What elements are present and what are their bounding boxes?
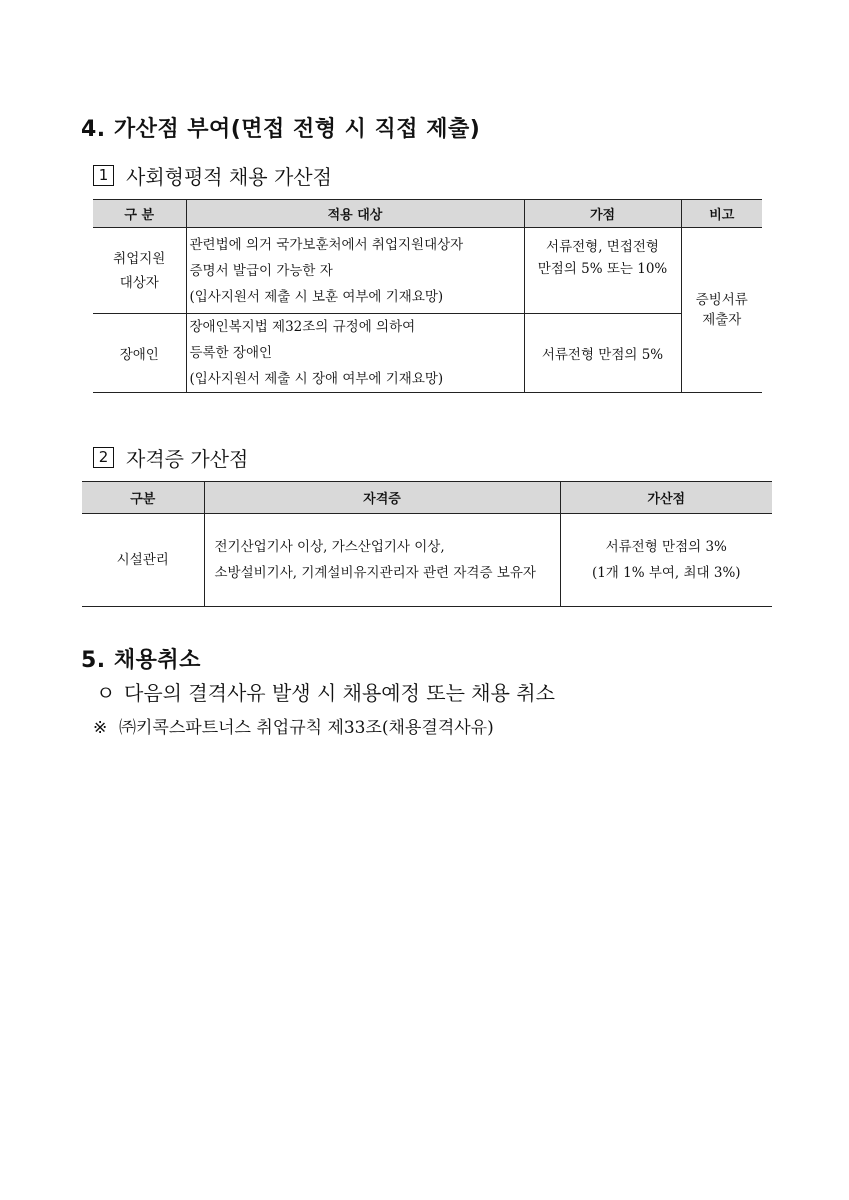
row-target-line: 증명서 발급이 가능한 자 xyxy=(189,262,333,279)
subsection-1-number-box: 1 xyxy=(93,165,114,186)
row-points-cell xyxy=(524,314,681,393)
row-certificate-cell xyxy=(204,514,560,607)
section-5-title: 5. 채용취소 xyxy=(81,648,201,673)
row-category-cell xyxy=(93,228,186,314)
row-target-line: (입사지원서 제출 시 장애 여부에 기재요망) xyxy=(189,371,444,387)
column-header-category: 구 분 xyxy=(93,200,186,228)
social-equity-bonus-table xyxy=(93,199,762,393)
section-4-title: 4. 가산점 부여(면접 전형 시 직접 제출) xyxy=(81,117,481,142)
row-points-line: 서류전형 만점의 5% xyxy=(541,347,664,363)
row-points-line: 만점의 5% 또는 10% xyxy=(537,261,668,277)
column-header-category: 구분 xyxy=(82,482,204,514)
row-category-text: 시설관리 xyxy=(116,552,169,568)
table-row xyxy=(82,514,772,607)
row-target-cell xyxy=(186,314,524,393)
subsection-1-title xyxy=(93,161,332,190)
note-text: ㈜키콕스파트너스 취업규칙 제33조(채용결격사유) xyxy=(119,718,494,738)
row-category-cell xyxy=(93,314,186,393)
column-header-certificate: 자격증 xyxy=(204,482,560,514)
column-header-target: 적용 대상 xyxy=(186,200,524,228)
subsection-2-label: 자격증 가산점 xyxy=(126,447,249,471)
row-category-cell xyxy=(82,514,204,607)
row-target-cell xyxy=(186,228,524,314)
table-header-row xyxy=(93,200,762,228)
row-certificate-line: 소방설비기사, 기계설비유지관리자 관련 자격증 보유자 xyxy=(214,565,536,581)
row-category-line: 장애인 xyxy=(119,347,159,363)
row-target-line: 장애인복지법 제32조의 규정에 의하여 xyxy=(189,319,416,335)
row-points-cell xyxy=(524,228,681,314)
column-header-remark: 비고 xyxy=(681,200,762,228)
column-header-points: 가산점 xyxy=(560,482,772,514)
row-points-line: 서류전형, 면접전형 xyxy=(546,239,659,255)
row-category-line: 취업지원 xyxy=(113,250,166,267)
subsection-2-number-box: 2 xyxy=(93,447,114,468)
subsection-1-label: 사회형평적 채용 가산점 xyxy=(126,165,332,189)
row-target-line: 관련법에 의거 국가보훈처에서 취업지원대상자 xyxy=(189,236,464,253)
certificate-bonus-table xyxy=(82,481,772,607)
table-row xyxy=(93,228,762,314)
row-points-cell xyxy=(560,514,772,607)
subsection-2-title xyxy=(93,443,248,472)
column-header-points: 가점 xyxy=(524,200,681,228)
row-points-line: (1개 1% 부여, 최대 3%) xyxy=(591,565,741,581)
remark-cell xyxy=(681,228,762,393)
row-target-line: 등록한 장애인 xyxy=(189,345,273,361)
row-certificate-line: 전기산업기사 이상, 가스산업기사 이상, xyxy=(214,539,445,555)
table-row xyxy=(93,314,762,393)
reference-note xyxy=(93,713,494,738)
row-category-line: 대상자 xyxy=(119,274,159,291)
remark-line: 증빙서류 xyxy=(695,292,748,308)
cancellation-bullet xyxy=(96,677,555,706)
bullet-text: 다음의 결격사유 발생 시 채용예정 또는 채용 취소 xyxy=(124,681,555,705)
row-target-line: (입사지원서 제출 시 보훈 여부에 기재요망) xyxy=(189,288,444,305)
note-symbol: ※ xyxy=(93,718,108,738)
row-points-line: 서류전형 만점의 3% xyxy=(605,539,727,555)
table-header-row xyxy=(82,482,772,514)
remark-line: 제출자 xyxy=(702,312,742,328)
bullet-symbol: ㅇ xyxy=(96,681,116,705)
